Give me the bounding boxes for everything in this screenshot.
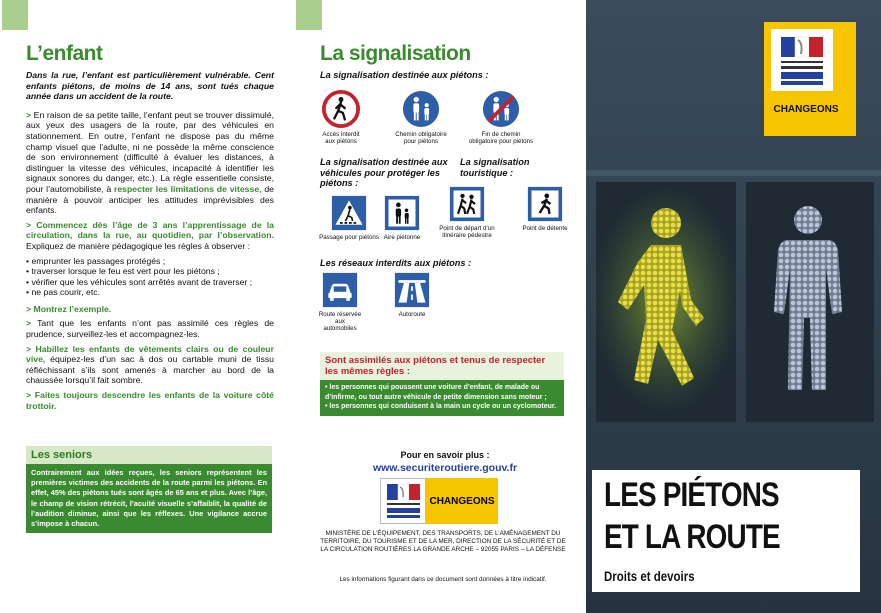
- website-link[interactable]: www.securiteroutiere.gouv.fr: [372, 462, 518, 474]
- list-item: • traverser lorsque le feu est vert pour les piétons ;: [26, 266, 220, 277]
- disclaimer-note: Les informations figurant dans ce document sont données à titre indicatif.: [339, 576, 547, 583]
- sign-no-pedestrians: [318, 90, 364, 145]
- securite-routiere-logo: [380, 478, 498, 524]
- sign-relaxation-point: [516, 186, 574, 232]
- changeons-label: CHANGEONS: [426, 478, 498, 524]
- sign-hiking-start: [432, 186, 502, 239]
- subheading-tourist-signs: La signalisation touristique :: [460, 157, 530, 178]
- sign-caption: Point de départ d’un itinéraire pédestre: [439, 225, 495, 239]
- enfant-paragraph-6: > Faites toujours descendre les enfants de la voiture côté trottoir.: [26, 390, 274, 411]
- section-title-signalisation: La signalisation: [320, 42, 471, 65]
- sign-pedestrian-zone: [382, 195, 422, 241]
- subheading-pedestrian-signs: La signalisation destinée aux piétons :: [320, 70, 489, 80]
- republique-francaise-logo-icon: [380, 478, 426, 524]
- pedestrian-path-sign-icon: [402, 90, 440, 128]
- green-tab-marker: [2, 0, 28, 30]
- sign-caption: Aire piétonne: [383, 234, 421, 241]
- sign-caption: Passage pour piétons: [319, 234, 379, 241]
- no-pedestrians-sign-icon: [322, 90, 360, 128]
- sign-caption: Point de détente: [522, 225, 568, 232]
- sign-caption: Fin de chemin obligatoire pour piétons: [468, 131, 534, 145]
- subheading-forbidden-networks: Les réseaux interdits aux piétons :: [320, 258, 472, 268]
- seniors-title: Les seniors: [26, 446, 272, 464]
- subheading-vehicle-signs: La signalisation destinée aux véhicules pour protéger les piétons :: [320, 157, 448, 188]
- green-tab-marker: [296, 0, 322, 30]
- enfant-paragraph-2: > Commencez dès l’âge de 3 ans l’apprentissage de la circulation, dans la rue, au quotidien, par l’observation. Expliquez de manière pédagogique les règles à observer :: [26, 219, 274, 251]
- left-panel: [0, 0, 290, 613]
- section-title-enfant: L’enfant: [26, 42, 103, 65]
- enfant-paragraph-3: > Montrez l’exemple.: [26, 303, 112, 314]
- cover-title: LES PIÉTONS ET LA ROUTE: [604, 476, 780, 556]
- list-item: • les personnes qui conduisent à la main un cycle ou un cyclomoteur.: [325, 403, 557, 410]
- sign-crosswalk: [318, 195, 380, 241]
- middle-panel: [290, 0, 586, 613]
- end-pedestrian-path-sign-icon: [482, 90, 520, 128]
- list-item: • emprunter les passages protégés ;: [26, 255, 166, 266]
- enfant-paragraph-4: > Tant que les enfants n’ont pas assimilé ces règles de prudence, surveillez-les et accompagnez-les.: [26, 318, 274, 340]
- seniors-body: Contrairement aux idées reçues, les seniors représentent les premières victimes des accidents de la route parmi les piétons. En effet, 45% des piétons tués sont âgés de 65 ans et plus. Avec l’âge, le champ de vision rétrécit, l’acuité visuelle s’affaiblit, la qualité de l’audition diminue, ainsi que les réflexes. Une vigilance accrue s’impose à chacun.: [26, 464, 272, 533]
- motor-road-sign-icon: [322, 272, 358, 308]
- sign-caption: Route réservée aux automobiles: [318, 311, 362, 332]
- ministry-address: MINISTÈRE DE L’ÉQUIPEMENT, DES TRANSPORTS, DE L’AMÉNAGEMENT DU TERRITOIRE, DU TOURISME ET DE LA MER, DIRECTION DE LA SÉCURITÉ ET DE LA CIRCULATION ROUTIÈRES LA GRANDE ARCHE – 92055 PARIS – LA DÉFENSE: [320, 530, 566, 553]
- list-item: • ne pas courir, etc.: [26, 287, 101, 298]
- republique-francaise-logo-icon: [771, 29, 833, 91]
- cover-logo: [764, 22, 856, 136]
- assimilated-title: Sont assimilés aux piétons et tenus de respecter les mêmes règles :: [320, 352, 564, 380]
- pedestrian-zone-sign-icon: [384, 195, 420, 231]
- crosswalk-sign-icon: [331, 195, 367, 231]
- sign-motorway: [390, 272, 434, 318]
- enfant-bullet-list: [26, 256, 274, 298]
- enfant-text: [26, 70, 274, 415]
- cover-subtitle: Droits et devoirs: [604, 568, 695, 584]
- cover-title-box: [592, 470, 860, 592]
- sign-caption: Autoroute: [398, 311, 426, 318]
- cover-panel: [586, 0, 881, 613]
- assimilated-body: [320, 380, 564, 416]
- sign-motor-road: [318, 272, 362, 332]
- list-item: • les personnes qui poussent une voiture d’enfant, de malade ou d’infirme, ou tout autre véhicule de petite dimension sans moteur ;: [325, 384, 547, 401]
- sign-caption: Accès interdit aux piétons: [322, 131, 360, 145]
- changeons-label: CHANGEONS: [773, 104, 839, 115]
- enfant-intro: Dans la rue, l’enfant est particulièrement vulnérable. Cent enfants piétons, de moins de 14 ans, sont tués chaque année dans un accident de la route.: [26, 70, 274, 102]
- motorway-sign-icon: [394, 272, 430, 308]
- sign-caption: Chemin obligatoire pour piétons: [395, 131, 447, 145]
- enfant-paragraph-5: > Habillez les enfants de vêtements clairs ou de couleur vive, équipez-les d’un sac à dos ou cartable muni de tissu réfléchissant s’ils sont amenés à marcher au bord de la chaussée lorsqu’il fait sombre.: [26, 343, 274, 386]
- print-reference: [862, 470, 870, 590]
- relaxation-point-sign-icon: [527, 186, 563, 222]
- list-item: • vérifier que les véhicules sont arrêtés avant de traverser ;: [26, 276, 253, 287]
- more-info-title: Pour en savoir plus :: [400, 450, 490, 460]
- assimilated-pedestrians-box: [320, 352, 564, 416]
- more-info: [330, 450, 560, 474]
- hiking-start-sign-icon: [449, 186, 485, 222]
- enfant-paragraph-1: > En raison de sa petite taille, l’enfant peut se trouver dissimulé, aux yeux des usagers de la route, par des véhicules en stationnement. En outre, l’enfant ne dispose pas du même champ visuel que l’adulte, ni ne possède la même conscience de son environnement (difficulté à évaluer les distances, à distinguer la vitesse des véhicules, incapacité à identifier les signaux sonores du danger, etc.). La règle essentielle consiste, pour l’automobiliste, à respecter les limitations de vitesse, de manière à pouvoir anticiper les attitudes imprévisibles des enfants.: [26, 109, 274, 216]
- sign-end-pedestrian-path: [468, 90, 534, 145]
- seniors-box: [26, 446, 272, 533]
- sign-pedestrian-path: [394, 90, 448, 145]
